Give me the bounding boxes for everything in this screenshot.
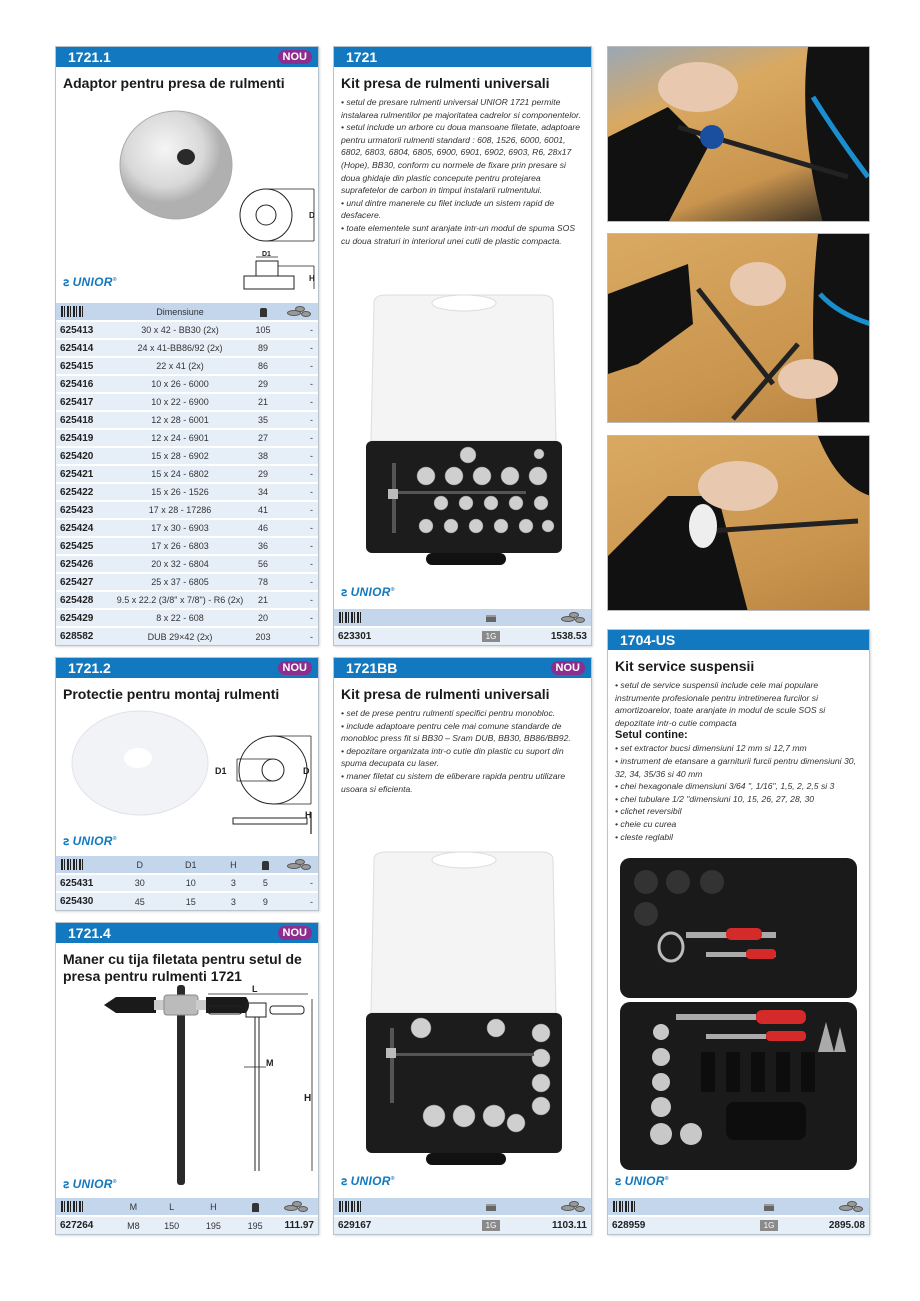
product-title: Kit service suspensii (615, 658, 755, 674)
article-code: 625429 (56, 609, 116, 627)
article-code: 625426 (56, 555, 116, 573)
weight: 89 (244, 339, 282, 357)
column-header-d1: D1 (163, 856, 218, 874)
product-table (56, 1198, 318, 1234)
new-badge: NOU (278, 926, 312, 940)
column-header-dimension: Dimensiune (116, 303, 244, 321)
barcode-icon (608, 1198, 739, 1216)
table-row (56, 519, 318, 537)
price-coins-icon (799, 1198, 869, 1216)
price: - (282, 874, 318, 892)
article-code: 625431 (56, 874, 116, 892)
price: - (282, 591, 318, 609)
article-code: 625427 (56, 573, 116, 591)
price-coins-icon (282, 856, 318, 874)
weight: 38 (244, 447, 282, 465)
table-row (56, 375, 318, 393)
table-row (56, 321, 318, 339)
pack-badge: 1G (482, 631, 501, 642)
weight: 29 (244, 375, 282, 393)
price: 1103.11 (521, 1216, 591, 1234)
svg-text:H: H (305, 810, 312, 820)
price: - (282, 501, 318, 519)
weight: 20 (244, 609, 282, 627)
table-row (56, 1216, 318, 1234)
adapter-technical-diagram (234, 181, 320, 291)
weight-icon (244, 303, 282, 321)
dimension: 17 x 26 - 6803 (116, 537, 244, 555)
table-row (56, 609, 318, 627)
dimension: 8 x 22 - 608 (116, 609, 244, 627)
article-code: 625414 (56, 339, 116, 357)
price: - (282, 519, 318, 537)
article-code: 625420 (56, 447, 116, 465)
dimension: 10 x 26 - 6000 (116, 375, 244, 393)
product-card-1721-4 (55, 922, 319, 1235)
product-card-1721-1 (55, 46, 319, 646)
table-row (56, 555, 318, 573)
product-table (334, 1198, 591, 1234)
price: - (282, 627, 318, 645)
price-coins-icon (521, 609, 591, 627)
article-code: 625416 (56, 375, 116, 393)
package-icon (739, 1198, 799, 1216)
column-header-h: H (192, 1198, 234, 1216)
weight: 9 (249, 892, 282, 910)
weight-icon (234, 1198, 276, 1216)
price: - (282, 321, 318, 339)
product-table (56, 856, 318, 910)
dimension: 17 x 28 - 17286 (116, 501, 244, 519)
package-icon (461, 609, 521, 627)
product-card-1721bb (333, 657, 592, 1235)
product-title: Kit presa de rulmenti universali (341, 686, 550, 702)
table-row (56, 483, 318, 501)
svg-text:D1: D1 (215, 766, 227, 776)
table-row (56, 573, 318, 591)
price: - (282, 411, 318, 429)
article-code: 625419 (56, 429, 116, 447)
unior-logo: ꙅ UNIOR® (341, 585, 395, 599)
weight: 78 (244, 573, 282, 591)
article-code: 625428 (56, 591, 116, 609)
dimension: 30 x 42 - BB30 (2x) (116, 321, 244, 339)
suspension-kit-case-image (616, 852, 861, 1174)
dimension: 24 x 41-BB86/92 (2x) (116, 339, 244, 357)
product-table (608, 1198, 869, 1234)
new-badge: NOU (278, 50, 312, 64)
article-code: 625413 (56, 321, 116, 339)
weight: 21 (244, 393, 282, 411)
table-row (56, 447, 318, 465)
product-code-header (334, 658, 591, 678)
weight: 34 (244, 483, 282, 501)
price-coins-icon (276, 1198, 318, 1216)
weight: 203 (244, 627, 282, 645)
weight: 21 (244, 591, 282, 609)
product-code: 1721BB (346, 660, 398, 676)
column-header-d: D (116, 856, 163, 874)
product-code: 1721.1 (68, 49, 111, 65)
dimension: 15 x 28 - 6902 (116, 447, 244, 465)
price: - (282, 339, 318, 357)
new-badge: NOU (551, 661, 585, 675)
table-row (56, 429, 318, 447)
table-row (56, 357, 318, 375)
column-header-l: L (151, 1198, 193, 1216)
height-h: 3 (218, 874, 249, 892)
barcode-icon (56, 1198, 116, 1216)
price: - (282, 465, 318, 483)
dimension: 15 x 24 - 6802 (116, 465, 244, 483)
height-h: 3 (218, 892, 249, 910)
weight: 105 (244, 321, 282, 339)
article-code: 625430 (56, 892, 116, 910)
dimension: 15 x 26 - 1526 (116, 483, 244, 501)
article-code: 625415 (56, 357, 116, 375)
barcode-icon (56, 856, 116, 874)
weight: 35 (244, 411, 282, 429)
svg-text:D: D (303, 766, 310, 776)
bearing-press-kit-case-image (356, 291, 571, 569)
price: - (282, 393, 318, 411)
diameter-d: 30 (116, 874, 163, 892)
svg-text:D: D (309, 211, 315, 220)
table-row: 623301 1G 1538.53 (334, 627, 591, 645)
weight: 56 (244, 555, 282, 573)
weight-icon (249, 856, 282, 874)
product-code-header (56, 923, 318, 943)
product-description: • setul de presare rulmenti universal UNIOR 1721 permite instalarea rulmentilor pe majoritatea cadrelor si componentelor. • setul include un arbore cu doua mansoane filetate, adaptoare pentru urmatorii rulmenti standard : 608, 1526, 6000, 6001, 6802, 6803, 6804, 6805, 6900, 6901, 6902, 6903, R6, 28x17 (Hope), BB30, conform cu normele de fixare prin presare si doua ghidaje din plastic concepute pentru protejarea suprafetelor de carbon in timpul instalarii rulmentului. • unul dintre manerele cu filet include un sistem rapid de desfacere. • toate elementele sunt aranjate intr-un modul de spuma SOS cu doua straturi in interiorul unei cutii de plastic compacta. (341, 97, 581, 246)
price: - (282, 555, 318, 573)
table-row: 628959 1G 2895.08 (608, 1216, 869, 1234)
price: - (282, 357, 318, 375)
product-title: Protectie pentru montaj rulmenti (63, 686, 280, 702)
product-code: 1721 (346, 49, 378, 65)
price: 111.97 (276, 1216, 318, 1234)
table-row (56, 501, 318, 519)
height-h: 195 (192, 1216, 234, 1234)
dimension: DUB 29×42 (2x) (116, 627, 244, 645)
table-row (56, 411, 318, 429)
price: - (282, 892, 318, 910)
table-row (56, 465, 318, 483)
product-description: • setul de service suspensii include cele mai populare instrumente profesionale pentru intretinerea furcilor si amortizoarelor, toate aranjate in modul de scule SOS si depozitate intr-o cutie compacta Setul contine: • set extractor bucsi dimensiuni 12 mm si 12,7 mm • instrument de etansare a garniturii furcii pentru dimensiuni 30, 32, 34, 35/36 si 40 mm • chei hexagonale dimensiuni 3/64 ", 1/16", 1,5, 2, 2,5 si 3 • chei tubulare 1/2 "dimensiuni 10, 15, 26, 27, 28, 30 • clichet reversibil • cheie cu curea • cleste reglabil (608, 675, 869, 843)
dimension: 20 x 32 - 6804 (116, 555, 244, 573)
weight: 86 (244, 357, 282, 375)
protection-technical-diagram (211, 730, 319, 840)
dimension: 9.5 x 22.2 (3/8" x 7/8") - R6 (2x) (116, 591, 244, 609)
product-code-header (56, 658, 318, 678)
usage-photo-3 (607, 435, 870, 611)
table-row (56, 892, 318, 910)
new-badge: NOU (278, 661, 312, 675)
weight: 29 (244, 465, 282, 483)
product-card-1704-us (607, 629, 870, 1235)
product-title: Adaptor pentru presa de rulmenti (63, 75, 285, 91)
unior-logo: ꙅ UNIOR® (63, 834, 117, 848)
price-coins-icon (282, 303, 318, 321)
price: - (282, 573, 318, 591)
diameter-d1: 15 (163, 892, 218, 910)
product-title: Maner cu tija filetata pentru setul de presa pentru rulmenti 1721 (63, 951, 302, 984)
table-row (56, 874, 318, 892)
dimension: 25 x 37 - 6805 (116, 573, 244, 591)
table-row (56, 537, 318, 555)
product-code: 1721.2 (68, 660, 111, 676)
product-card-1721 (333, 46, 592, 646)
price: - (282, 447, 318, 465)
product-table (56, 303, 318, 645)
table-row (56, 393, 318, 411)
bb-press-kit-case-image (356, 848, 571, 1168)
price: - (282, 375, 318, 393)
diameter-d1: 10 (163, 874, 218, 892)
handle-technical-diagram (204, 971, 319, 1171)
unior-logo: ꙅ UNIOR® (63, 1177, 117, 1191)
protection-disc-image (68, 708, 213, 818)
length-l: 150 (151, 1216, 193, 1234)
product-card-1721-2 (55, 657, 319, 911)
column-header-h: H (218, 856, 249, 874)
diameter-d: 45 (116, 892, 163, 910)
article-code: 625421 (56, 465, 116, 483)
article-code: 625424 (56, 519, 116, 537)
product-code-header (608, 630, 869, 650)
article-code: 625423 (56, 501, 116, 519)
price: - (282, 483, 318, 501)
product-table (334, 609, 591, 645)
adapter-disc-image (116, 105, 236, 225)
svg-text:H: H (304, 1093, 312, 1104)
package-icon (461, 1198, 521, 1216)
product-title: Kit presa de rulmenti universali (341, 75, 550, 91)
table-row (56, 627, 318, 645)
column-header-m: M (116, 1198, 151, 1216)
barcode-icon (56, 303, 116, 321)
weight: 46 (244, 519, 282, 537)
price: 1538.53 (521, 627, 591, 645)
dimension: 17 x 30 - 6903 (116, 519, 244, 537)
price-coins-icon (521, 1198, 591, 1216)
dimension: 10 x 22 - 6900 (116, 393, 244, 411)
dimension: 12 x 28 - 6001 (116, 411, 244, 429)
weight: 41 (244, 501, 282, 519)
article-code: 628582 (56, 627, 116, 645)
article-code: 627264 (56, 1216, 116, 1234)
weight: 27 (244, 429, 282, 447)
price: - (282, 609, 318, 627)
weight: 195 (234, 1216, 276, 1234)
barcode-icon (334, 1198, 461, 1216)
weight: 5 (249, 874, 282, 892)
svg-text:D1: D1 (262, 251, 271, 258)
svg-text:M: M (266, 1058, 274, 1068)
price: - (282, 537, 318, 555)
unior-logo: ꙅ UNIOR® (341, 1174, 395, 1188)
product-code: 1721.4 (68, 925, 111, 941)
article-code: 625425 (56, 537, 116, 555)
article-code: 625418 (56, 411, 116, 429)
table-row: 629167 1G 1103.11 (334, 1216, 591, 1234)
product-code-header (56, 47, 318, 67)
pack-badge: 1G (760, 1220, 779, 1231)
price: - (282, 429, 318, 447)
price: 2895.08 (799, 1216, 869, 1234)
svg-text:H: H (309, 274, 315, 283)
unior-logo: ꙅ UNIOR® (63, 275, 117, 289)
thread-m: M8 (116, 1216, 151, 1234)
table-row (56, 339, 318, 357)
product-code-header (334, 47, 591, 67)
table-row (56, 591, 318, 609)
product-description: • set de prese pentru rulmenti specifici pentru monobloc. • include adaptoare pentru cele mai comune standarde de monobloc press fit si BB30 – Sram DUB, BB30, BB86/BB92. • depozitare organizata intr-o cutie din plastic cu suport din spuma decupata cu laser. • maner filetat cu sistem de eliberare rapida pentru utilizare usoara si eficienta. (341, 708, 571, 794)
contents-heading: Setul contine: (615, 729, 688, 742)
article-code: 625422 (56, 483, 116, 501)
svg-text:L: L (252, 984, 258, 994)
product-code: 1704-US (620, 632, 676, 648)
weight: 36 (244, 537, 282, 555)
usage-photo-1 (607, 46, 870, 222)
unior-logo: ꙅ UNIOR® (615, 1174, 669, 1188)
usage-photo-2 (607, 233, 870, 423)
dimension: 22 x 41 (2x) (116, 357, 244, 375)
barcode-icon (334, 609, 461, 627)
dimension: 12 x 24 - 6901 (116, 429, 244, 447)
article-code: 625417 (56, 393, 116, 411)
pack-badge: 1G (482, 1220, 501, 1231)
